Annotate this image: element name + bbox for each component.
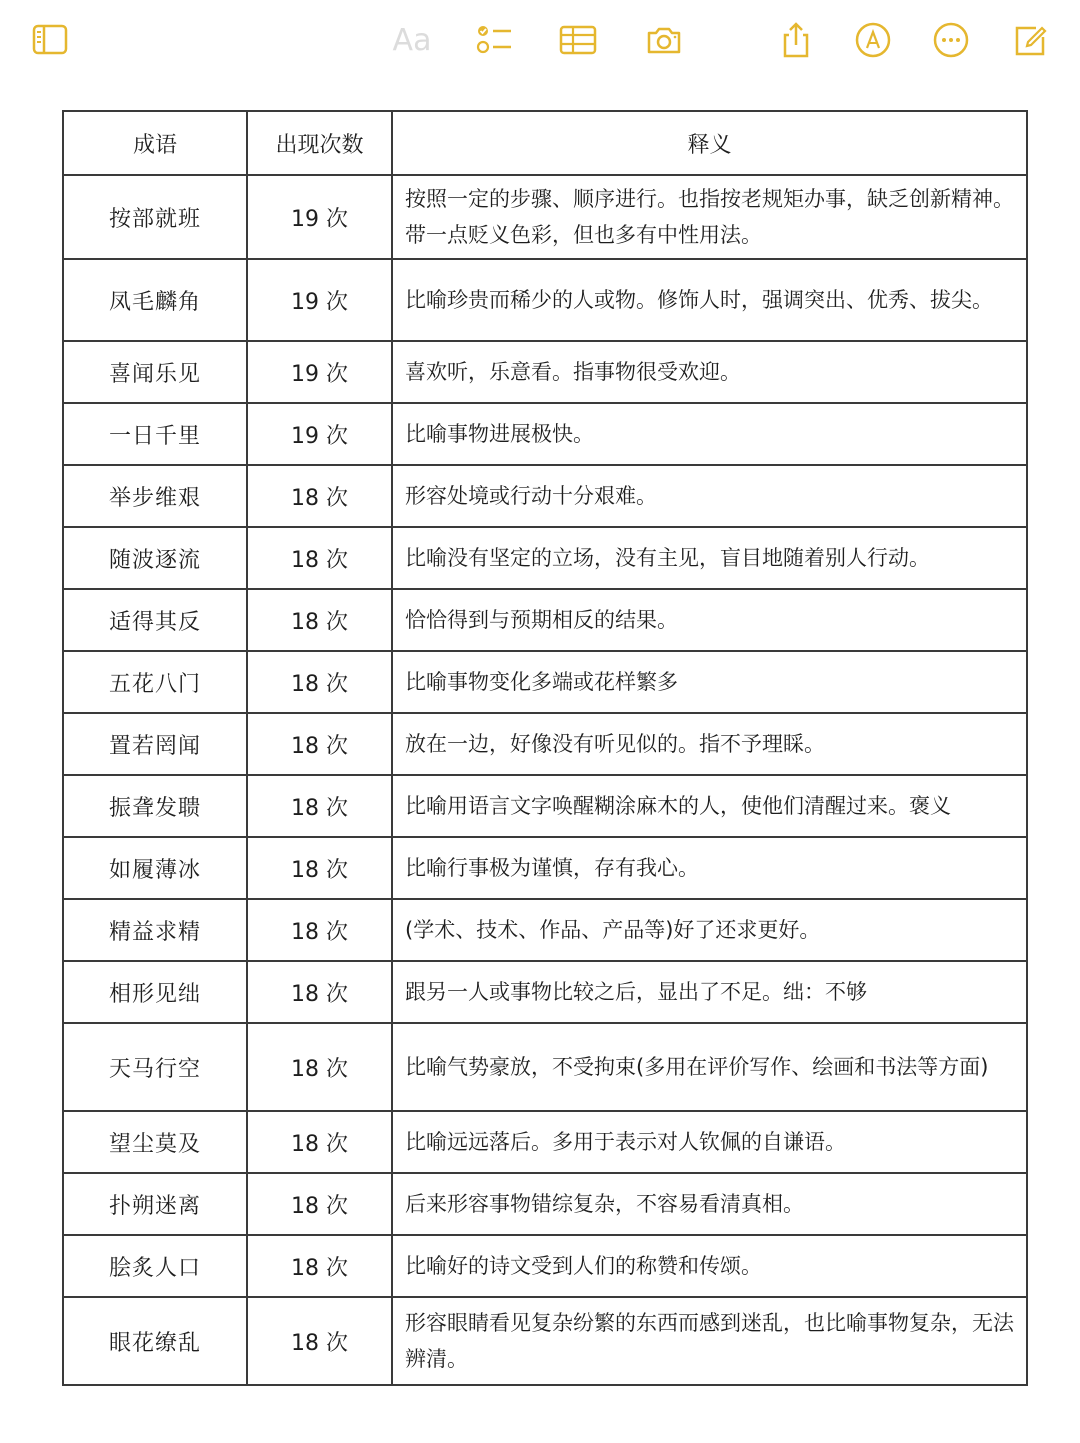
idiom-cell: 振聋发聩 (63, 775, 247, 837)
count-cell: 18 次 (247, 775, 392, 837)
table-icon[interactable] (556, 18, 600, 62)
meaning-cell: 比喻行事极为谨慎，存有我心。 (392, 837, 1027, 899)
idiom-cell: 喜闻乐见 (63, 341, 247, 403)
idiom-cell: 举步维艰 (63, 465, 247, 527)
markup-icon[interactable] (851, 18, 895, 62)
idiom-cell: 按部就班 (63, 175, 247, 259)
table-row (63, 1297, 1027, 1385)
table-header-row (63, 111, 1027, 175)
table-row (63, 775, 1027, 837)
idiom-cell: 如履薄冰 (63, 837, 247, 899)
table-row (63, 1235, 1027, 1297)
meaning-cell: (学术、技术、作品、产品等)好了还求更好。 (392, 899, 1027, 961)
count-cell: 19 次 (247, 341, 392, 403)
count-cell: 18 次 (247, 527, 392, 589)
meaning-cell: 形容眼睛看见复杂纷繁的东西而感到迷乱，也比喻事物复杂，无法辨清。 (392, 1297, 1027, 1385)
count-cell: 18 次 (247, 899, 392, 961)
idiom-cell: 置若罔闻 (63, 713, 247, 775)
table-row (63, 899, 1027, 961)
table-row (63, 1111, 1027, 1173)
meaning-cell: 比喻远远落后。多用于表示对人钦佩的自谦语。 (392, 1111, 1027, 1173)
header-idiom: 成语 (63, 111, 247, 175)
meaning-cell: 比喻气势豪放，不受拘束(多用在评价写作、绘画和书法等方面) (392, 1023, 1027, 1111)
meaning-cell: 比喻事物变化多端或花样繁多 (392, 651, 1027, 713)
count-cell: 18 次 (247, 1023, 392, 1111)
meaning-cell: 按照一定的步骤、顺序进行。也指按老规矩办事，缺乏创新精神。带一点贬义色彩，但也多有中性用法。 (392, 175, 1027, 259)
meaning-cell: 形容处境或行动十分艰难。 (392, 465, 1027, 527)
meaning-cell: 恰恰得到与预期相反的结果。 (392, 589, 1027, 651)
idiom-table-image (62, 110, 1026, 1386)
idiom-cell: 脍炙人口 (63, 1235, 247, 1297)
count-cell: 18 次 (247, 837, 392, 899)
table-row (63, 651, 1027, 713)
share-icon[interactable] (774, 18, 818, 62)
count-cell: 18 次 (247, 961, 392, 1023)
table-row (63, 589, 1027, 651)
idiom-cell: 适得其反 (63, 589, 247, 651)
table-row (63, 175, 1027, 259)
table-row (63, 259, 1027, 341)
format-text-icon[interactable]: Aa (392, 22, 432, 58)
count-cell: 18 次 (247, 713, 392, 775)
idiom-table (62, 110, 1028, 1386)
table-row (63, 961, 1027, 1023)
meaning-cell: 比喻珍贵而稀少的人或物。修饰人时，强调突出、优秀、拔尖。 (392, 259, 1027, 341)
idiom-cell: 精益求精 (63, 899, 247, 961)
table-row (63, 1173, 1027, 1235)
compose-icon[interactable] (1008, 18, 1052, 62)
meaning-cell: 放在一边，好像没有听见似的。指不予理睬。 (392, 713, 1027, 775)
sidebar-icon[interactable] (28, 18, 72, 62)
count-cell: 18 次 (247, 1173, 392, 1235)
header-count: 出现次数 (247, 111, 392, 175)
table-row (63, 527, 1027, 589)
count-cell: 18 次 (247, 651, 392, 713)
checklist-icon[interactable] (472, 18, 516, 62)
count-cell: 19 次 (247, 403, 392, 465)
notes-toolbar (0, 0, 1080, 80)
meaning-cell: 比喻没有坚定的立场，没有主见，盲目地随着别人行动。 (392, 527, 1027, 589)
count-cell: 19 次 (247, 175, 392, 259)
idiom-cell: 望尘莫及 (63, 1111, 247, 1173)
more-icon[interactable] (929, 18, 973, 62)
table-row (63, 465, 1027, 527)
idiom-cell: 一日千里 (63, 403, 247, 465)
idiom-cell: 扑朔迷离 (63, 1173, 247, 1235)
meaning-cell: 比喻好的诗文受到人们的称赞和传颂。 (392, 1235, 1027, 1297)
meaning-cell: 后来形容事物错综复杂，不容易看清真相。 (392, 1173, 1027, 1235)
idiom-cell: 五花八门 (63, 651, 247, 713)
idiom-cell: 眼花缭乱 (63, 1297, 247, 1385)
meaning-cell: 比喻事物进展极快。 (392, 403, 1027, 465)
idiom-cell: 天马行空 (63, 1023, 247, 1111)
count-cell: 18 次 (247, 1297, 392, 1385)
idiom-cell: 相形见绌 (63, 961, 247, 1023)
meaning-cell: 喜欢听，乐意看。指事物很受欢迎。 (392, 341, 1027, 403)
count-cell: 18 次 (247, 589, 392, 651)
count-cell: 18 次 (247, 1235, 392, 1297)
count-cell: 18 次 (247, 465, 392, 527)
count-cell: 18 次 (247, 1111, 392, 1173)
table-row (63, 1023, 1027, 1111)
table-row (63, 403, 1027, 465)
meaning-cell: 跟另一人或事物比较之后，显出了不足。绌：不够 (392, 961, 1027, 1023)
idiom-cell: 随波逐流 (63, 527, 247, 589)
header-meaning: 释义 (392, 111, 1027, 175)
meaning-cell: 比喻用语言文字唤醒糊涂麻木的人，使他们清醒过来。褒义 (392, 775, 1027, 837)
table-row (63, 341, 1027, 403)
camera-icon[interactable] (642, 18, 686, 62)
table-row (63, 837, 1027, 899)
idiom-cell: 凤毛麟角 (63, 259, 247, 341)
count-cell: 19 次 (247, 259, 392, 341)
table-row (63, 713, 1027, 775)
